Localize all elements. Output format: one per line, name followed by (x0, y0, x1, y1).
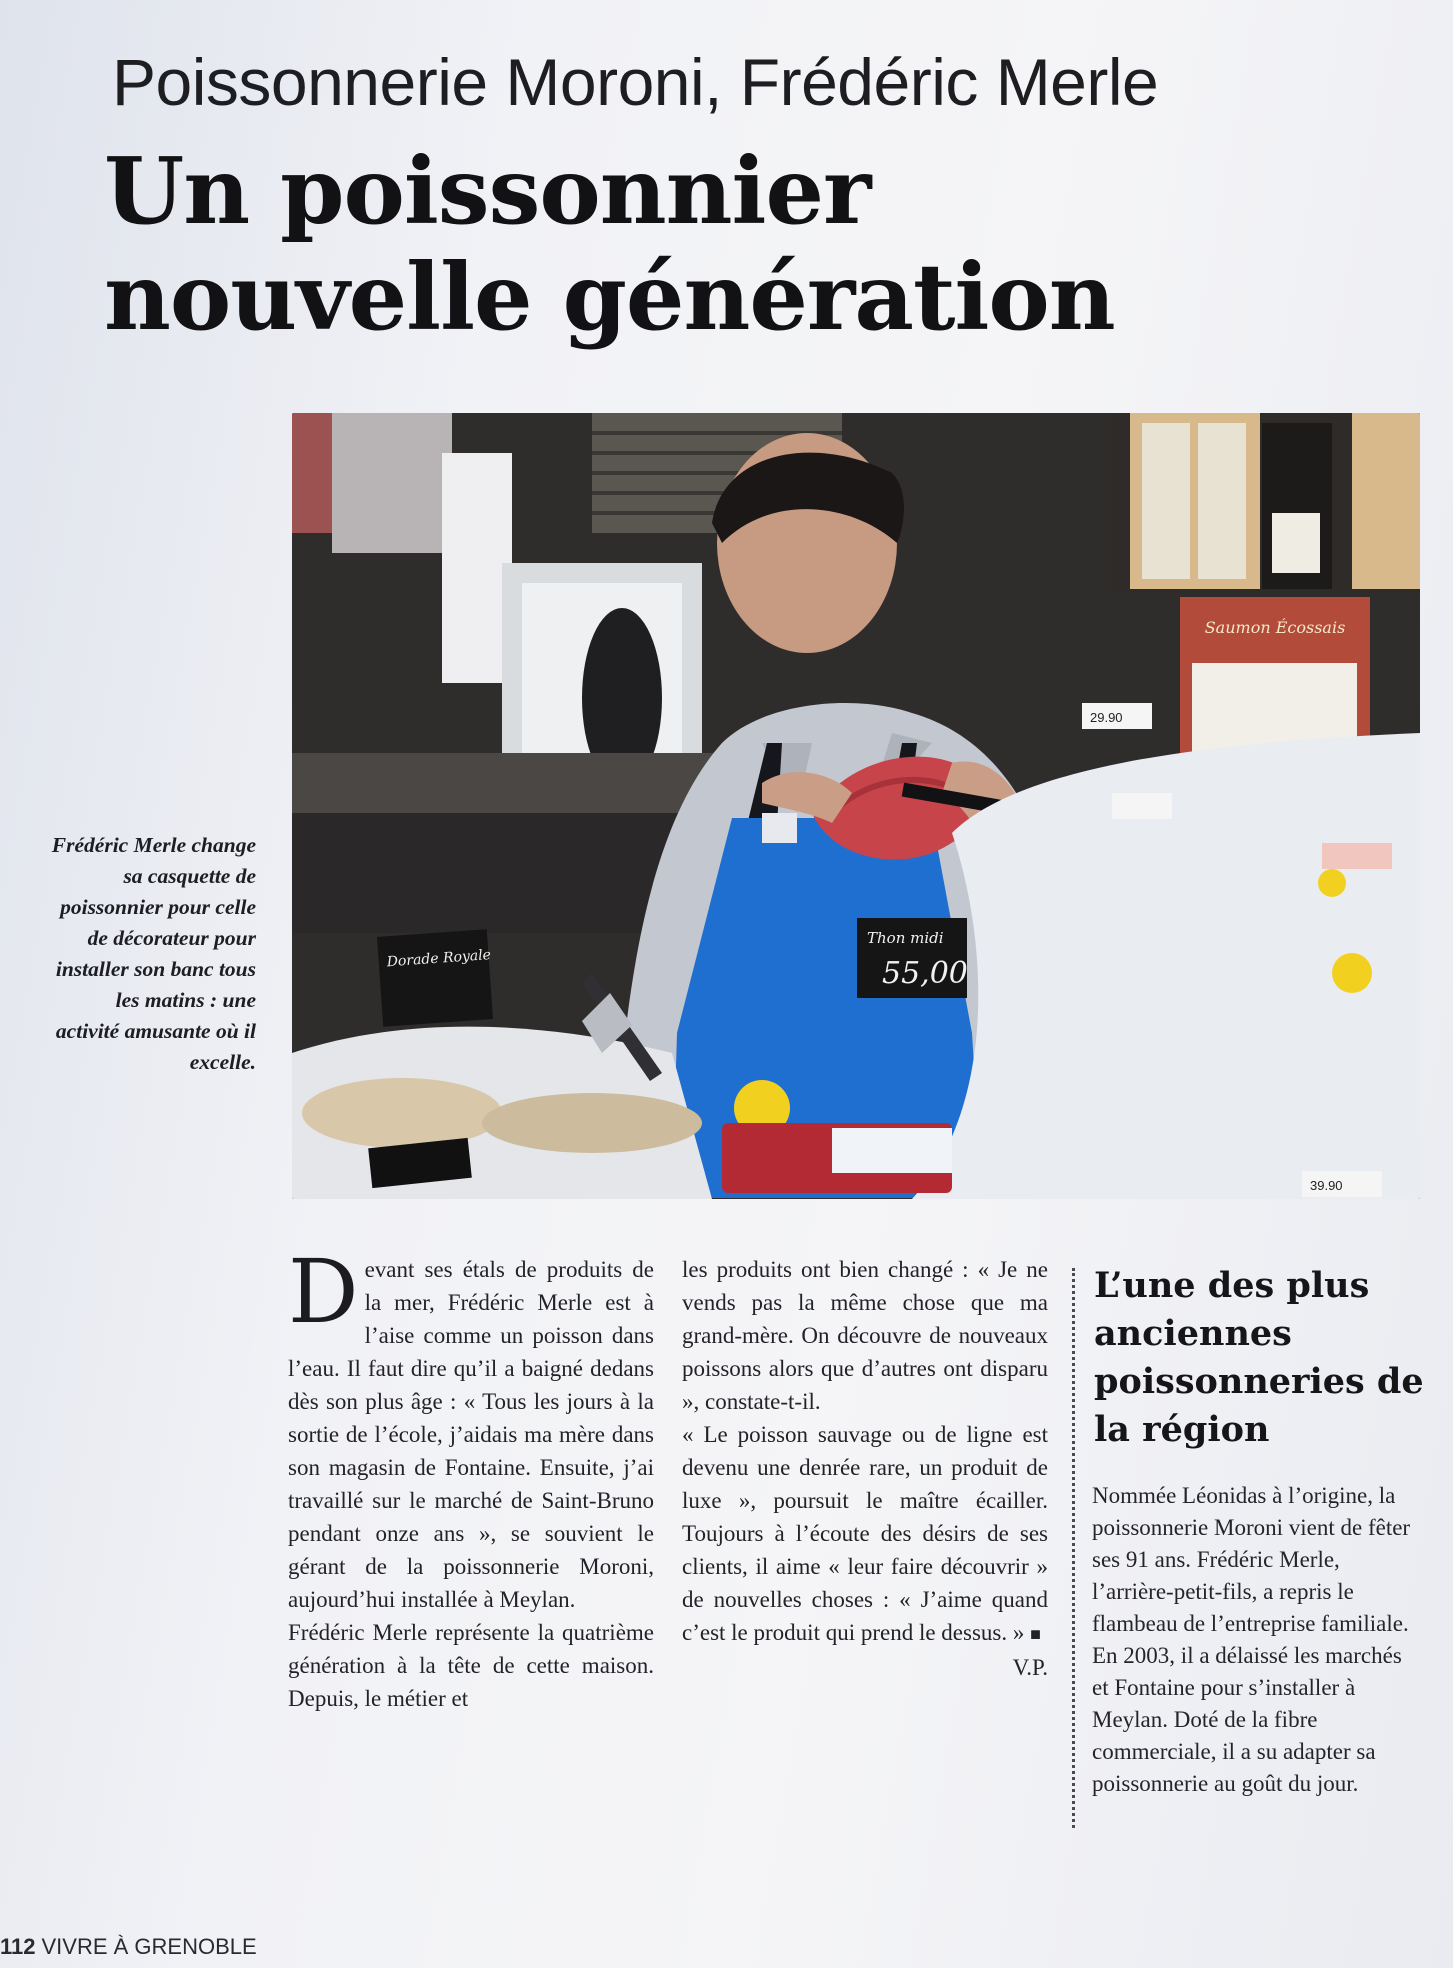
paragraph-4-text: « Le poisson sauvage ou de ligne est devenu une denrée rare, un produit de luxe », poursuit le maître écailler. Toujours à l’écoute des désirs de ses clients, il aime « leur faire découvrir » de nouvelles choses : « J’aime quand c’est le produit qui prend le dessus. » (682, 1422, 1048, 1645)
svg-text:29.90: 29.90 (1090, 710, 1123, 725)
paragraph-1-text: evant ses étals de produits de la mer, Frédéric Merle est à l’aise comme un poisson dans l’eau. Il faut dire qu’il a baigné dedans dès son plus âge : « Tous les jours à la sortie de l’école, j’aidais ma mère dans son magasin de Fontaine. Ensuite, j’ai travaillé sur le marché de Saint-Bruno pendant onze ans », se souvient le gérant de la poissonnerie Moroni, aujourd’hui installée à Meylan. (288, 1257, 654, 1612)
svg-text:Dorade Royale: Dorade Royale (386, 947, 492, 971)
svg-text:55,00: 55,00 (882, 956, 968, 991)
svg-text:Thon midi: Thon midi (867, 929, 944, 947)
dotted-separator (1072, 1268, 1075, 1828)
fishmonger-photo (292, 413, 1420, 1199)
paragraph-3: les produits ont bien changé : « Je ne vends pas la même chose que ma grand-mère. On découvre de nouveaux poissons alors que d’autres ont disparu », constate-t-il. (682, 1257, 1048, 1414)
headline-line-1: Un poissonnier (104, 137, 871, 245)
paragraph-1 (288, 1240, 654, 1616)
sidebar-title: L’une des plus anciennes poissonneries de la région (1094, 1265, 1424, 1450)
paper-note (442, 453, 512, 683)
price-tag-right (857, 918, 968, 998)
end-mark: ■ (1030, 1624, 1041, 1644)
photo-caption: Frédéric Merle change sa casquette de poissonnier pour celle de décorateur pour installer son banc tous les matins : une activité amusante où il excelle. (51, 833, 256, 1074)
article-column-1 (288, 1240, 654, 1715)
author-signature: V.P. (1012, 1655, 1048, 1680)
svg-text:39.90: 39.90 (1310, 1178, 1343, 1193)
paragraph-2: Frédéric Merle représente la quatrième génération à la tête de cette maison. Depuis, le métier et (288, 1620, 654, 1711)
drop-cap: D (288, 1240, 359, 1343)
page-footer (0, 1934, 400, 1960)
sidebar-body: Nommée Léonidas à l’origine, la poissonnerie Moroni vient de fêter ses 91 ans. Frédéric Merle, l’arrière-petit-fils, a repris le flambeau de l’entreprise familiale. En 2003, il a délaissé les marchés et Fontaine pour s’installer à Meylan. Doté de la fibre commerciale, il a su adapter sa poissonnerie au goût du jour. (1092, 1483, 1411, 1796)
sign-text: Saumon Écossais (1204, 618, 1346, 637)
paragraph-4 (682, 1418, 1048, 1651)
article-column-2 (682, 1253, 1048, 1684)
page-number: 112 (0, 1934, 36, 1959)
headline-line-2: nouvelle génération (104, 243, 1115, 351)
kicker: Poissonnerie Moroni, Frédéric Merle (112, 45, 1159, 119)
headline (104, 138, 1304, 350)
publication-name: VIVRE À GRENOBLE (41, 1934, 257, 1959)
main-photo (292, 413, 1420, 1199)
price-tag-left (377, 929, 493, 1026)
